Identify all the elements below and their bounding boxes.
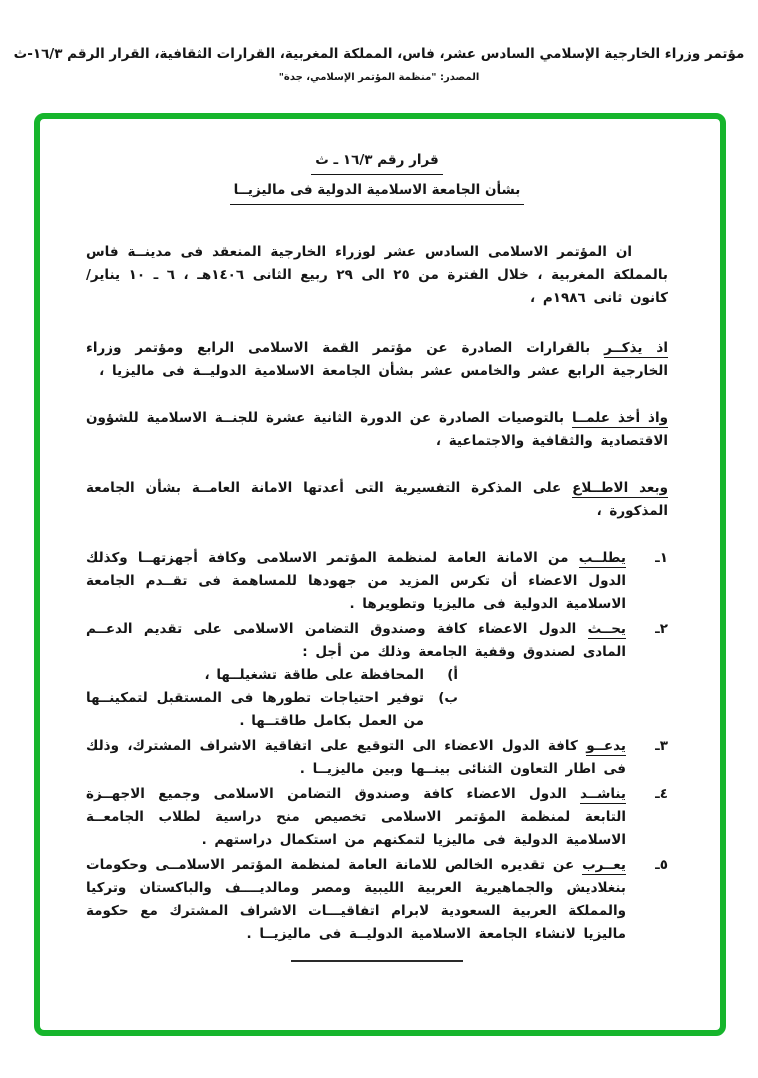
paragraph-text: ان المؤتمر الاسلامى السادس عشر لوزراء الخارجية المنعقد فى مدينــة فاس بالمملكة المغربية ، خلال الفترة من ٢٥ الى ٢٩ ربيع الثانى ١٤٠٦هـ ، ٦ ـ ١٠ يناير/ كانون ثانى ١٩٨٦م ، bbox=[86, 244, 668, 306]
item-lead: يدعــو bbox=[586, 738, 626, 754]
paragraph-text: بالقرارات الصادرة عن مؤتمر القمة الاسلامى الرابع ومؤتمر وزراء الخارجية الرابع عشر والخامس عشر بشأن الجامعة الاسلامية الدوليــة فى ماليزيا ، bbox=[86, 340, 668, 379]
resolution-document bbox=[40, 119, 720, 1030]
resolution-title bbox=[86, 149, 668, 205]
item-intro bbox=[86, 618, 626, 664]
item-lead: يناشــد bbox=[580, 786, 626, 802]
page-header bbox=[0, 0, 758, 83]
preamble-paragraph-3 bbox=[86, 407, 668, 453]
subitem-text: توفير احتياجات تطورها فى المستقبل لتمكينــها من العمل بكامل طاقتــها . bbox=[86, 690, 424, 729]
subitem-b bbox=[86, 687, 458, 733]
item-number: ٢ـ bbox=[655, 621, 668, 637]
subitem-text: المحافظة على طاقة تشغيلــها ، bbox=[204, 667, 424, 683]
document-frame bbox=[34, 113, 726, 1036]
item-number: ٣ـ bbox=[655, 738, 668, 754]
resolution-item-3 bbox=[86, 735, 668, 781]
item-body: الدول الاعضاء كافة وصندوق التضامن الاسلامى وجميع الاجهــزة التابعة لمنظمة المؤتمر الاسلامى تخصيص منح دراسية لطلاب الجامعــة الاسلامية الدولية فى ماليزيا لتمكنهم من استكمال دراستهم . bbox=[86, 786, 626, 848]
item-number: ٥ـ bbox=[655, 857, 668, 873]
preamble-paragraph-4 bbox=[86, 477, 668, 523]
item-body: الدول الاعضاء كافة وصندوق التضامن الاسلامى على تقديم الدعــم المادى لصندوق وقفية الجامعة وذلك من أجل : bbox=[86, 621, 626, 660]
item-text bbox=[86, 783, 626, 852]
resolution-number-line: قرار رقم ١٦/٣ ـ ث bbox=[86, 149, 668, 175]
item-number: ١ـ bbox=[655, 550, 668, 566]
paragraph-lead: وبعد الاطــلاع bbox=[572, 480, 668, 496]
item-lead: يطلــب bbox=[578, 550, 626, 566]
subitem-marker: أ) bbox=[447, 667, 458, 683]
resolution-item-2 bbox=[86, 618, 668, 733]
resolution-item-1 bbox=[86, 547, 668, 616]
item-lead: يعــرب bbox=[582, 857, 626, 873]
item-number: ٤ـ bbox=[655, 786, 668, 802]
paragraph-text: بالتوصيات الصادرة عن الدورة الثانية عشرة للجنــة الاسلامية للشؤون الاقتصادية والثقافية والاجتماعية ، bbox=[86, 410, 668, 449]
resolution-items bbox=[86, 547, 668, 946]
subitem-a bbox=[86, 664, 458, 687]
item-body: كافة الدول الاعضاء الى التوقيع على اتفاقية الاشراف المشترك، وذلك فى اطار التعاون الثنائى بينــها وبين ماليزيــا . bbox=[86, 738, 626, 777]
item-text bbox=[86, 854, 626, 946]
item-text bbox=[86, 547, 626, 616]
paragraph-text: على المذكرة التفسيرية التى أعدتها الامانة العامــة بشأن الجامعة المذكورة ، bbox=[86, 480, 668, 519]
item-lead: يحــث bbox=[587, 621, 626, 637]
source-line: المصدر: "منظمة المؤتمر الإسلامي، جدة" bbox=[278, 72, 480, 83]
item-text bbox=[86, 618, 626, 733]
resolution-item-4 bbox=[86, 783, 668, 852]
footer-divider bbox=[291, 960, 463, 962]
conference-title-line: مؤتمر وزراء الخارجية الإسلامي السادس عشر، فاس، المملكة المغربية، القرارات الثقافية، القرار الرقم ١٦/٣-ث bbox=[13, 46, 745, 62]
resolution-item-5 bbox=[86, 854, 668, 946]
item-body: عن تقديره الخالص للامانة العامة لمنظمة المؤتمر الاسلامــى وحكومات بنغلاديش والجماهيرية العربية الليبية ومصر ومالديــــف والباكستان وتركيا والمملكة العربية السعودية لابرام اتفاقيـــات الاشراف المشترك مع حكومة ماليزيا لانشاء الجامعة الاسلامية الدوليــة فى ماليزيــا . bbox=[86, 857, 626, 942]
preamble-paragraph-1 bbox=[86, 241, 668, 310]
paragraph-lead: اذ يذكــر bbox=[604, 340, 668, 356]
preamble-paragraph-2 bbox=[86, 337, 668, 383]
paragraph-lead: واذ أخذ علمــا bbox=[571, 410, 668, 426]
resolution-subject-line: بشأن الجامعة الاسلامية الدولية فى ماليزيــا bbox=[86, 179, 668, 205]
item-text bbox=[86, 735, 626, 781]
item-body: من الامانة العامة لمنظمة المؤتمر الاسلامى وكافة أجهزتهــا وكذلك الدول الاعضاء أن تكرس المزيد من جهودها للمساهمة فى تقــدم الجامعة الاسلامية الدولية فى ماليزيا وتطويرها . bbox=[86, 550, 626, 612]
subitem-marker: ب) bbox=[438, 690, 458, 706]
